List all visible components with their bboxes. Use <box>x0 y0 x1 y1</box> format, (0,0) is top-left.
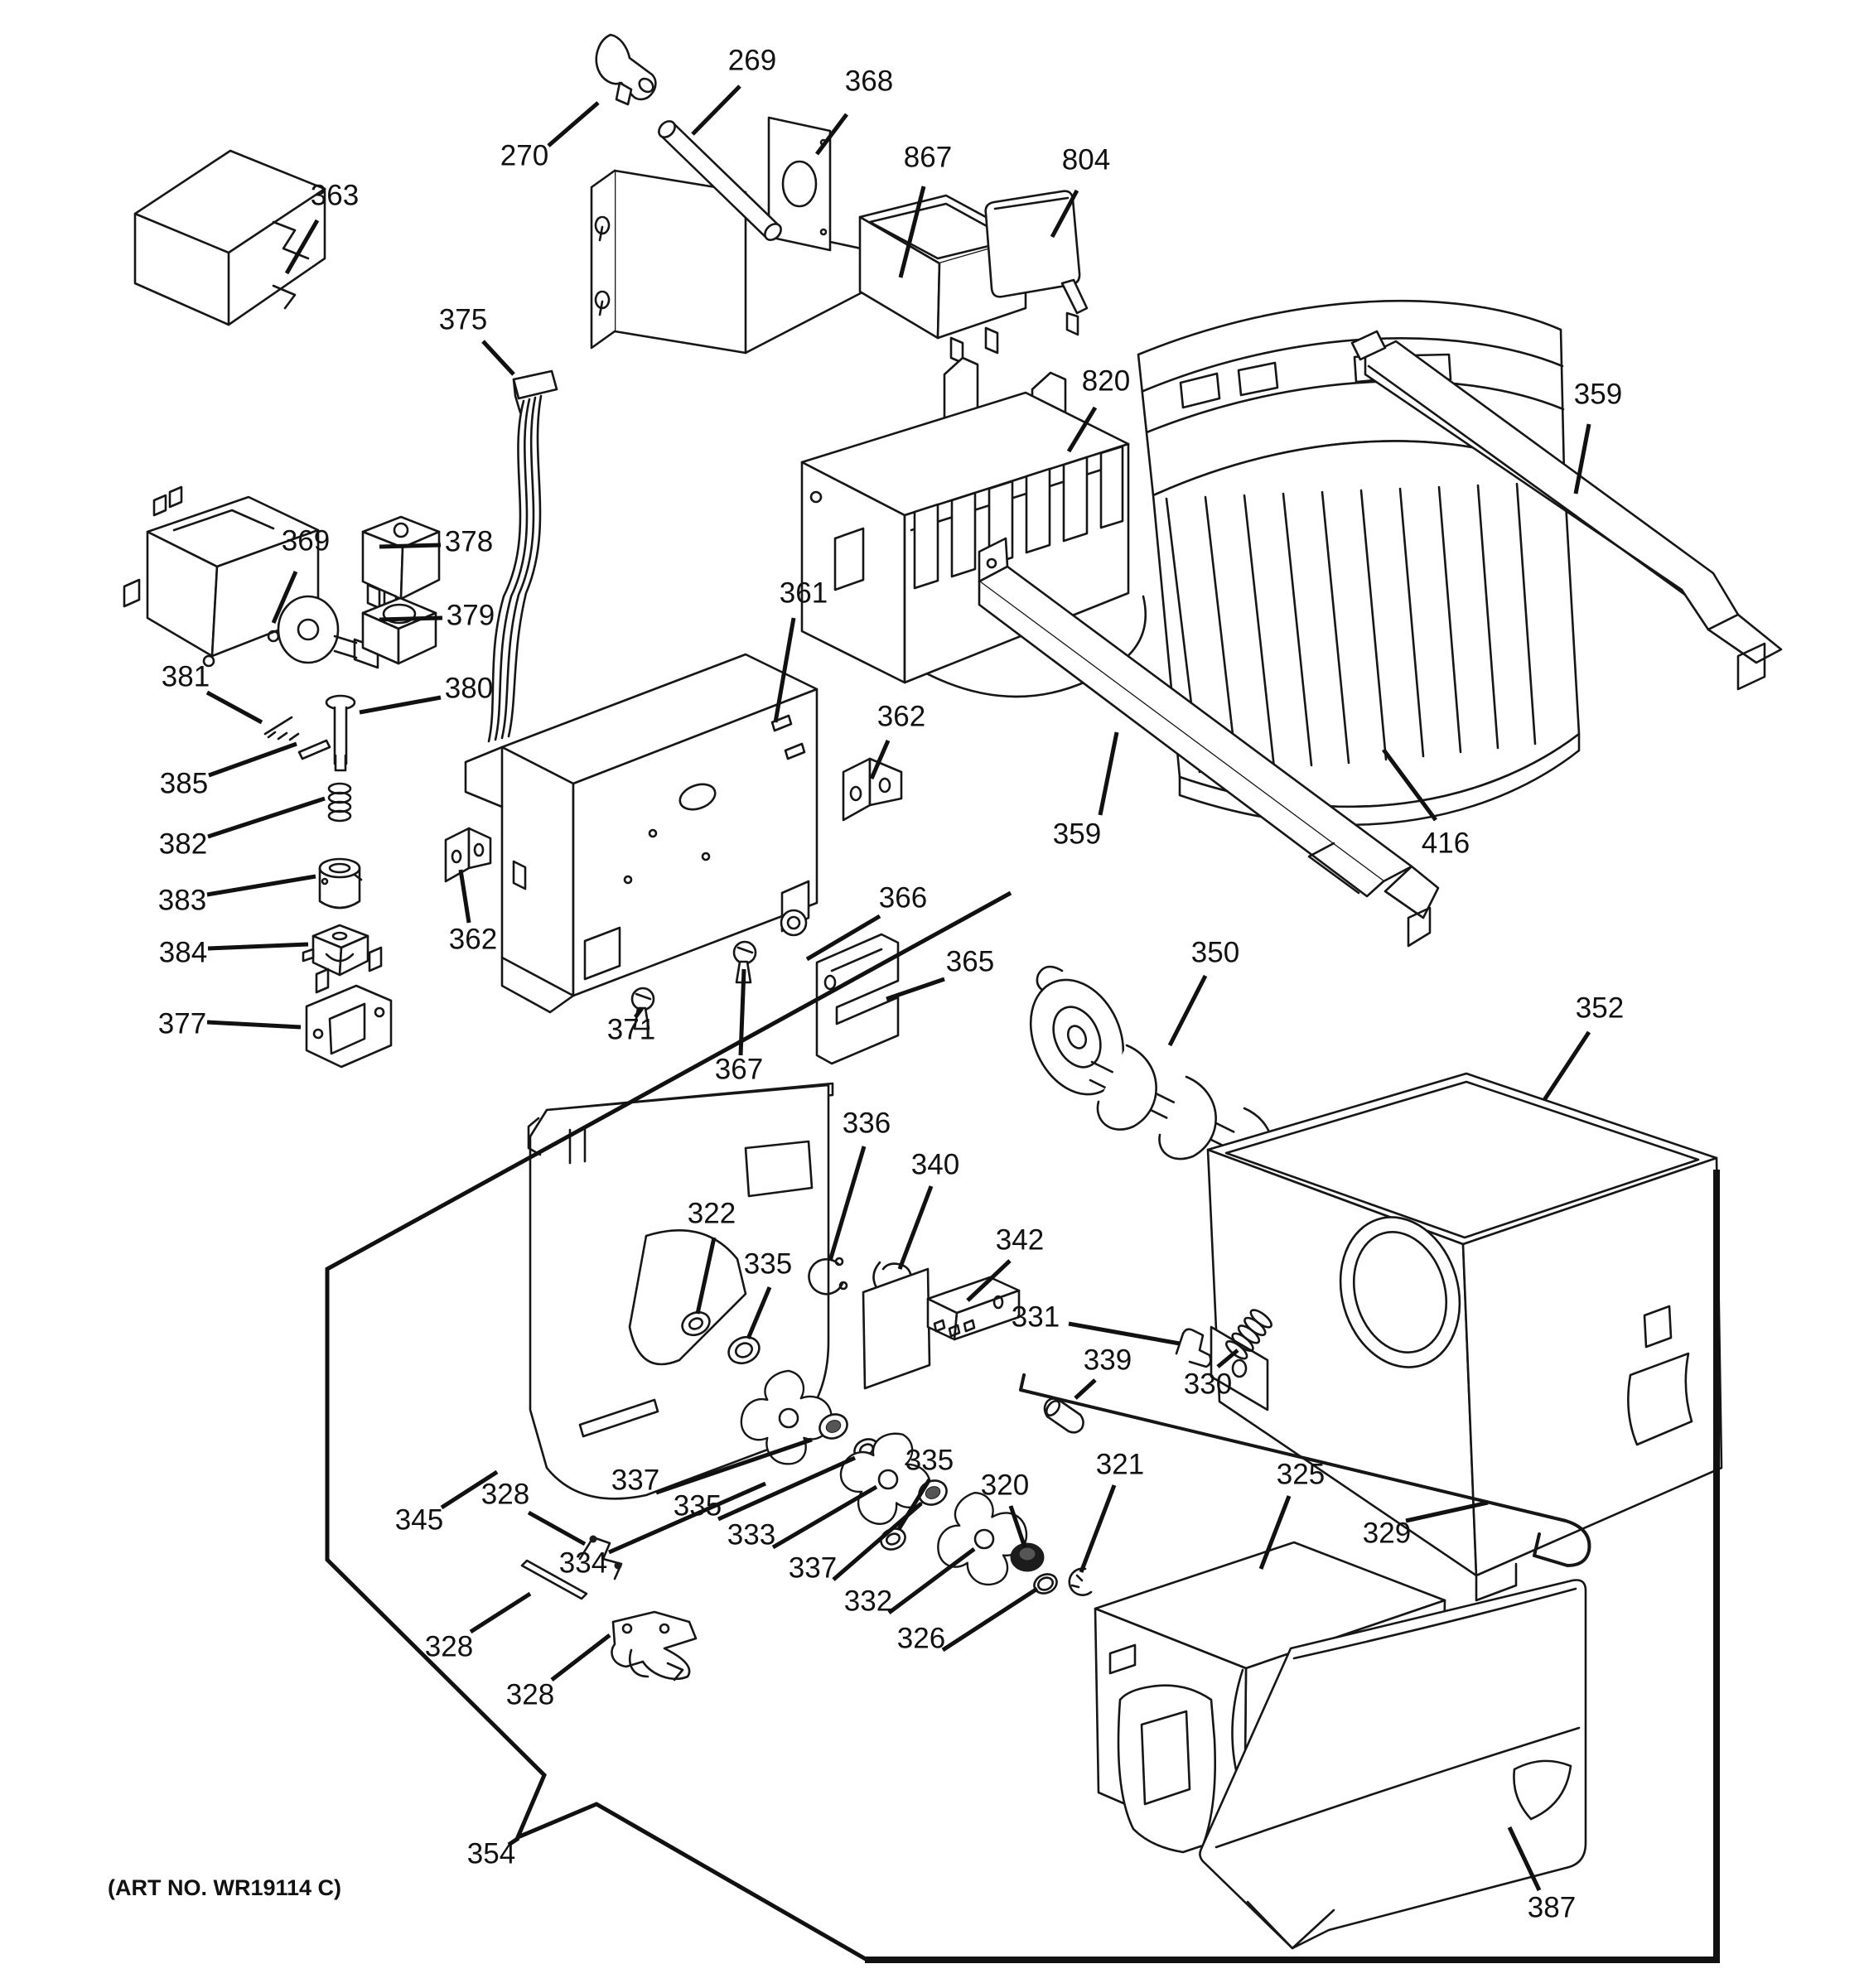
art-number: (ART NO. WR19114 C) <box>108 1875 342 1900</box>
part-label-328: 328 <box>424 1630 474 1663</box>
leader-line-359 <box>1100 732 1117 815</box>
part-270-fill-tube-elbow-icon <box>596 35 656 104</box>
leader-line-332 <box>889 1549 974 1613</box>
part-383-cylinder-icon <box>320 859 361 908</box>
leader-line-333 <box>773 1487 876 1547</box>
part-label-333: 333 <box>727 1518 776 1551</box>
part-label-375: 375 <box>438 303 488 336</box>
part-label-384: 384 <box>158 936 208 969</box>
part-362-angle-bracket-left-icon <box>446 828 490 881</box>
part-label-328: 328 <box>480 1478 530 1511</box>
part-label-335: 335 <box>905 1444 954 1477</box>
leader-line-339 <box>1075 1380 1095 1398</box>
leader-line-384 <box>208 944 308 948</box>
part-label-330: 330 <box>1183 1368 1233 1401</box>
part-label-352: 352 <box>1575 992 1625 1025</box>
part-368-bracket-icon <box>592 118 876 353</box>
part-362-angle-bracket-right-icon <box>843 759 901 820</box>
part-label-334: 334 <box>558 1546 608 1580</box>
leader-line-340 <box>900 1186 931 1269</box>
part-label-820: 820 <box>1081 364 1131 398</box>
part-label-321: 321 <box>1095 1448 1145 1481</box>
part-label-368: 368 <box>844 65 894 98</box>
part-label-325: 325 <box>1276 1458 1326 1491</box>
part-label-359: 359 <box>1052 818 1102 851</box>
leader-line-381 <box>207 692 262 722</box>
part-label-381: 381 <box>161 660 210 693</box>
part-label-382: 382 <box>158 828 208 861</box>
part-label-385: 385 <box>159 767 209 800</box>
part-label-339: 339 <box>1083 1344 1132 1377</box>
leader-line-382 <box>208 799 325 837</box>
part-label-387: 387 <box>1527 1891 1577 1924</box>
leader-line-328 <box>471 1594 530 1632</box>
part-label-336: 336 <box>842 1107 891 1140</box>
part-328-trigger-icon <box>611 1612 696 1680</box>
leader-line-269 <box>693 86 740 134</box>
part-379-valve-block-icon <box>363 598 436 663</box>
leader-line-331 <box>1069 1324 1180 1344</box>
part-label-380: 380 <box>444 672 494 705</box>
leader-line-375 <box>483 341 514 374</box>
part-326-o-ring-icon <box>1031 1571 1060 1596</box>
part-label-270: 270 <box>500 139 549 172</box>
part-label-332: 332 <box>843 1585 893 1618</box>
leader-line-379 <box>379 618 442 620</box>
part-380-plunger-pin-icon <box>326 696 355 770</box>
leader-line-377 <box>207 1022 301 1027</box>
part-label-269: 269 <box>727 44 777 77</box>
leader-line-380 <box>360 697 441 712</box>
part-320-hub-icon <box>1011 1543 1044 1571</box>
part-label-335: 335 <box>673 1489 722 1522</box>
part-label-363: 363 <box>310 179 360 212</box>
parts-illustration <box>124 35 1781 1948</box>
part-label-329: 329 <box>1362 1517 1412 1550</box>
part-label-322: 322 <box>687 1197 736 1230</box>
leader-line-385 <box>209 744 297 775</box>
part-label-362: 362 <box>876 700 926 733</box>
part-label-361: 361 <box>779 577 828 610</box>
part-369-pump-icon <box>124 487 378 668</box>
part-label-371: 371 <box>606 1013 656 1046</box>
part-label-369: 369 <box>281 524 331 557</box>
part-label-335: 335 <box>743 1247 793 1281</box>
part-label-350: 350 <box>1190 936 1240 969</box>
leader-line-383 <box>207 876 316 895</box>
part-321-e-ring-icon <box>1070 1569 1091 1595</box>
leader-line-321 <box>1081 1485 1114 1572</box>
part-label-359: 359 <box>1573 378 1623 411</box>
leader-line-326 <box>943 1589 1037 1650</box>
part-label-340: 340 <box>910 1148 960 1181</box>
part-label-377: 377 <box>157 1007 207 1040</box>
part-375-wire-harness-icon <box>489 371 557 741</box>
part-label-337: 337 <box>611 1464 660 1497</box>
part-label-328: 328 <box>505 1678 555 1711</box>
part-363-cover-icon <box>135 151 325 325</box>
part-385-rod-icon <box>299 741 330 759</box>
part-384-bracket-icon <box>303 925 368 975</box>
leader-line-352 <box>1544 1032 1589 1100</box>
leader-line-328 <box>529 1513 585 1544</box>
part-label-337: 337 <box>788 1551 838 1585</box>
part-382-spring-icon <box>329 784 350 821</box>
part-label-345: 345 <box>394 1503 444 1537</box>
part-label-342: 342 <box>995 1223 1045 1257</box>
part-381-spring-pin-icon <box>265 717 298 740</box>
leader-line-336 <box>830 1146 864 1261</box>
part-label-804: 804 <box>1061 143 1111 176</box>
part-label-379: 379 <box>446 599 495 632</box>
part-label-354: 354 <box>466 1837 516 1870</box>
part-label-366: 366 <box>878 881 928 914</box>
leader-line-350 <box>1170 976 1205 1045</box>
part-label-365: 365 <box>945 945 995 978</box>
part-label-416: 416 <box>1421 827 1470 860</box>
leader-line-378 <box>379 545 441 547</box>
part-342-mount-block-icon <box>863 1269 1019 1388</box>
leader-line-328 <box>552 1635 610 1680</box>
part-331-clip-icon <box>1176 1329 1210 1367</box>
part-label-378: 378 <box>444 525 494 558</box>
part-label-367: 367 <box>714 1053 764 1086</box>
part-352-ice-bucket-icon <box>1208 1074 1722 1600</box>
part-365-u-bracket-icon <box>817 934 898 1064</box>
part-label-362: 362 <box>448 923 498 956</box>
part-333-crusher-blade-icon <box>829 1420 944 1537</box>
part-label-383: 383 <box>157 884 207 917</box>
part-label-326: 326 <box>896 1622 946 1655</box>
leader-line-362 <box>461 870 469 923</box>
leader-line-270 <box>548 103 598 146</box>
part-361-control-housing-icon <box>466 654 817 1012</box>
part-label-331: 331 <box>1011 1300 1060 1334</box>
part-label-867: 867 <box>903 141 953 174</box>
part-label-320: 320 <box>980 1469 1030 1502</box>
